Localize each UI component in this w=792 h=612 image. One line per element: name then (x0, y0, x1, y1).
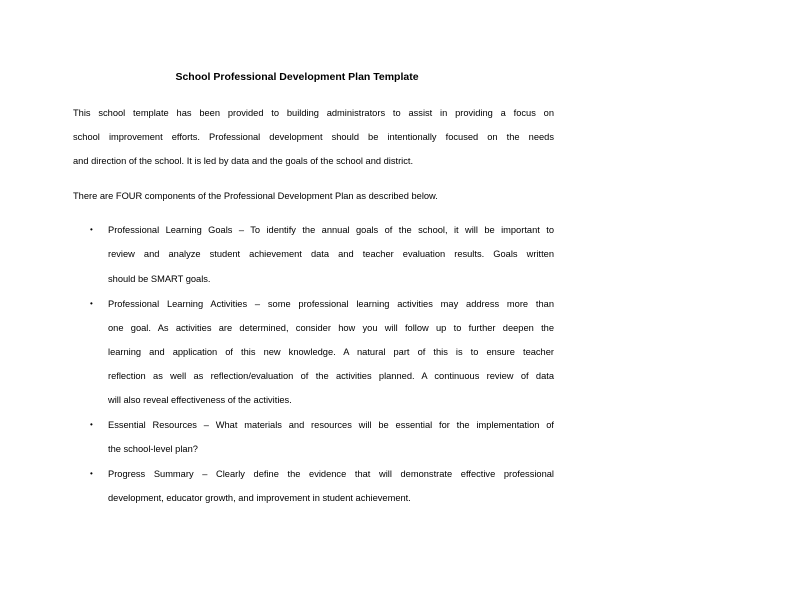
bullet-line: will also reveal effectiveness of the activities. (108, 395, 292, 405)
bullet-icon: • (90, 420, 93, 429)
bullet-line: learning and application of this new knowledge. A natural part of this is to ensure teacher (108, 347, 554, 357)
intro-line: This school template has been provided to building administrators to assist in providing a focus on (73, 108, 554, 118)
intro-line: and direction of the school. It is led by data and the goals of the school and district. (73, 156, 414, 166)
bullet-line: the school-level plan? (108, 444, 198, 454)
components-intro: There are FOUR components of the Professional Development Plan as described below. (73, 191, 438, 201)
bullet-line: review and analyze student achievement data and teacher evaluation results. Goals written (108, 249, 554, 259)
bullet-line: Progress Summary – Clearly define the evidence that will demonstrate effective professional (108, 469, 554, 479)
bullet-line: one goal. As activities are determined, consider how you will follow up to further deepen the (108, 323, 554, 333)
intro-line: school improvement efforts. Professional development should be intentionally focused on the needs (73, 132, 554, 142)
bullet-line: Professional Learning Goals – To identify the annual goals of the school, it will be important to (108, 225, 554, 235)
bullet-line: development, educator growth, and improvement in student achievement. (108, 493, 411, 503)
bullet-line: reflection as well as reflection/evaluation of the activities planned. A continuous review of data (108, 371, 554, 381)
bullet-icon: • (90, 225, 93, 234)
bullet-icon: • (90, 299, 93, 308)
bullet-line: Essential Resources – What materials and resources will be essential for the implementation of (108, 420, 554, 430)
bullet-line: should be SMART goals. (108, 274, 211, 284)
bullet-line: Professional Learning Activities – some professional learning activities may address more than (108, 299, 554, 309)
document-title: School Professional Development Plan Template (175, 71, 419, 83)
bullet-icon: • (90, 469, 93, 478)
